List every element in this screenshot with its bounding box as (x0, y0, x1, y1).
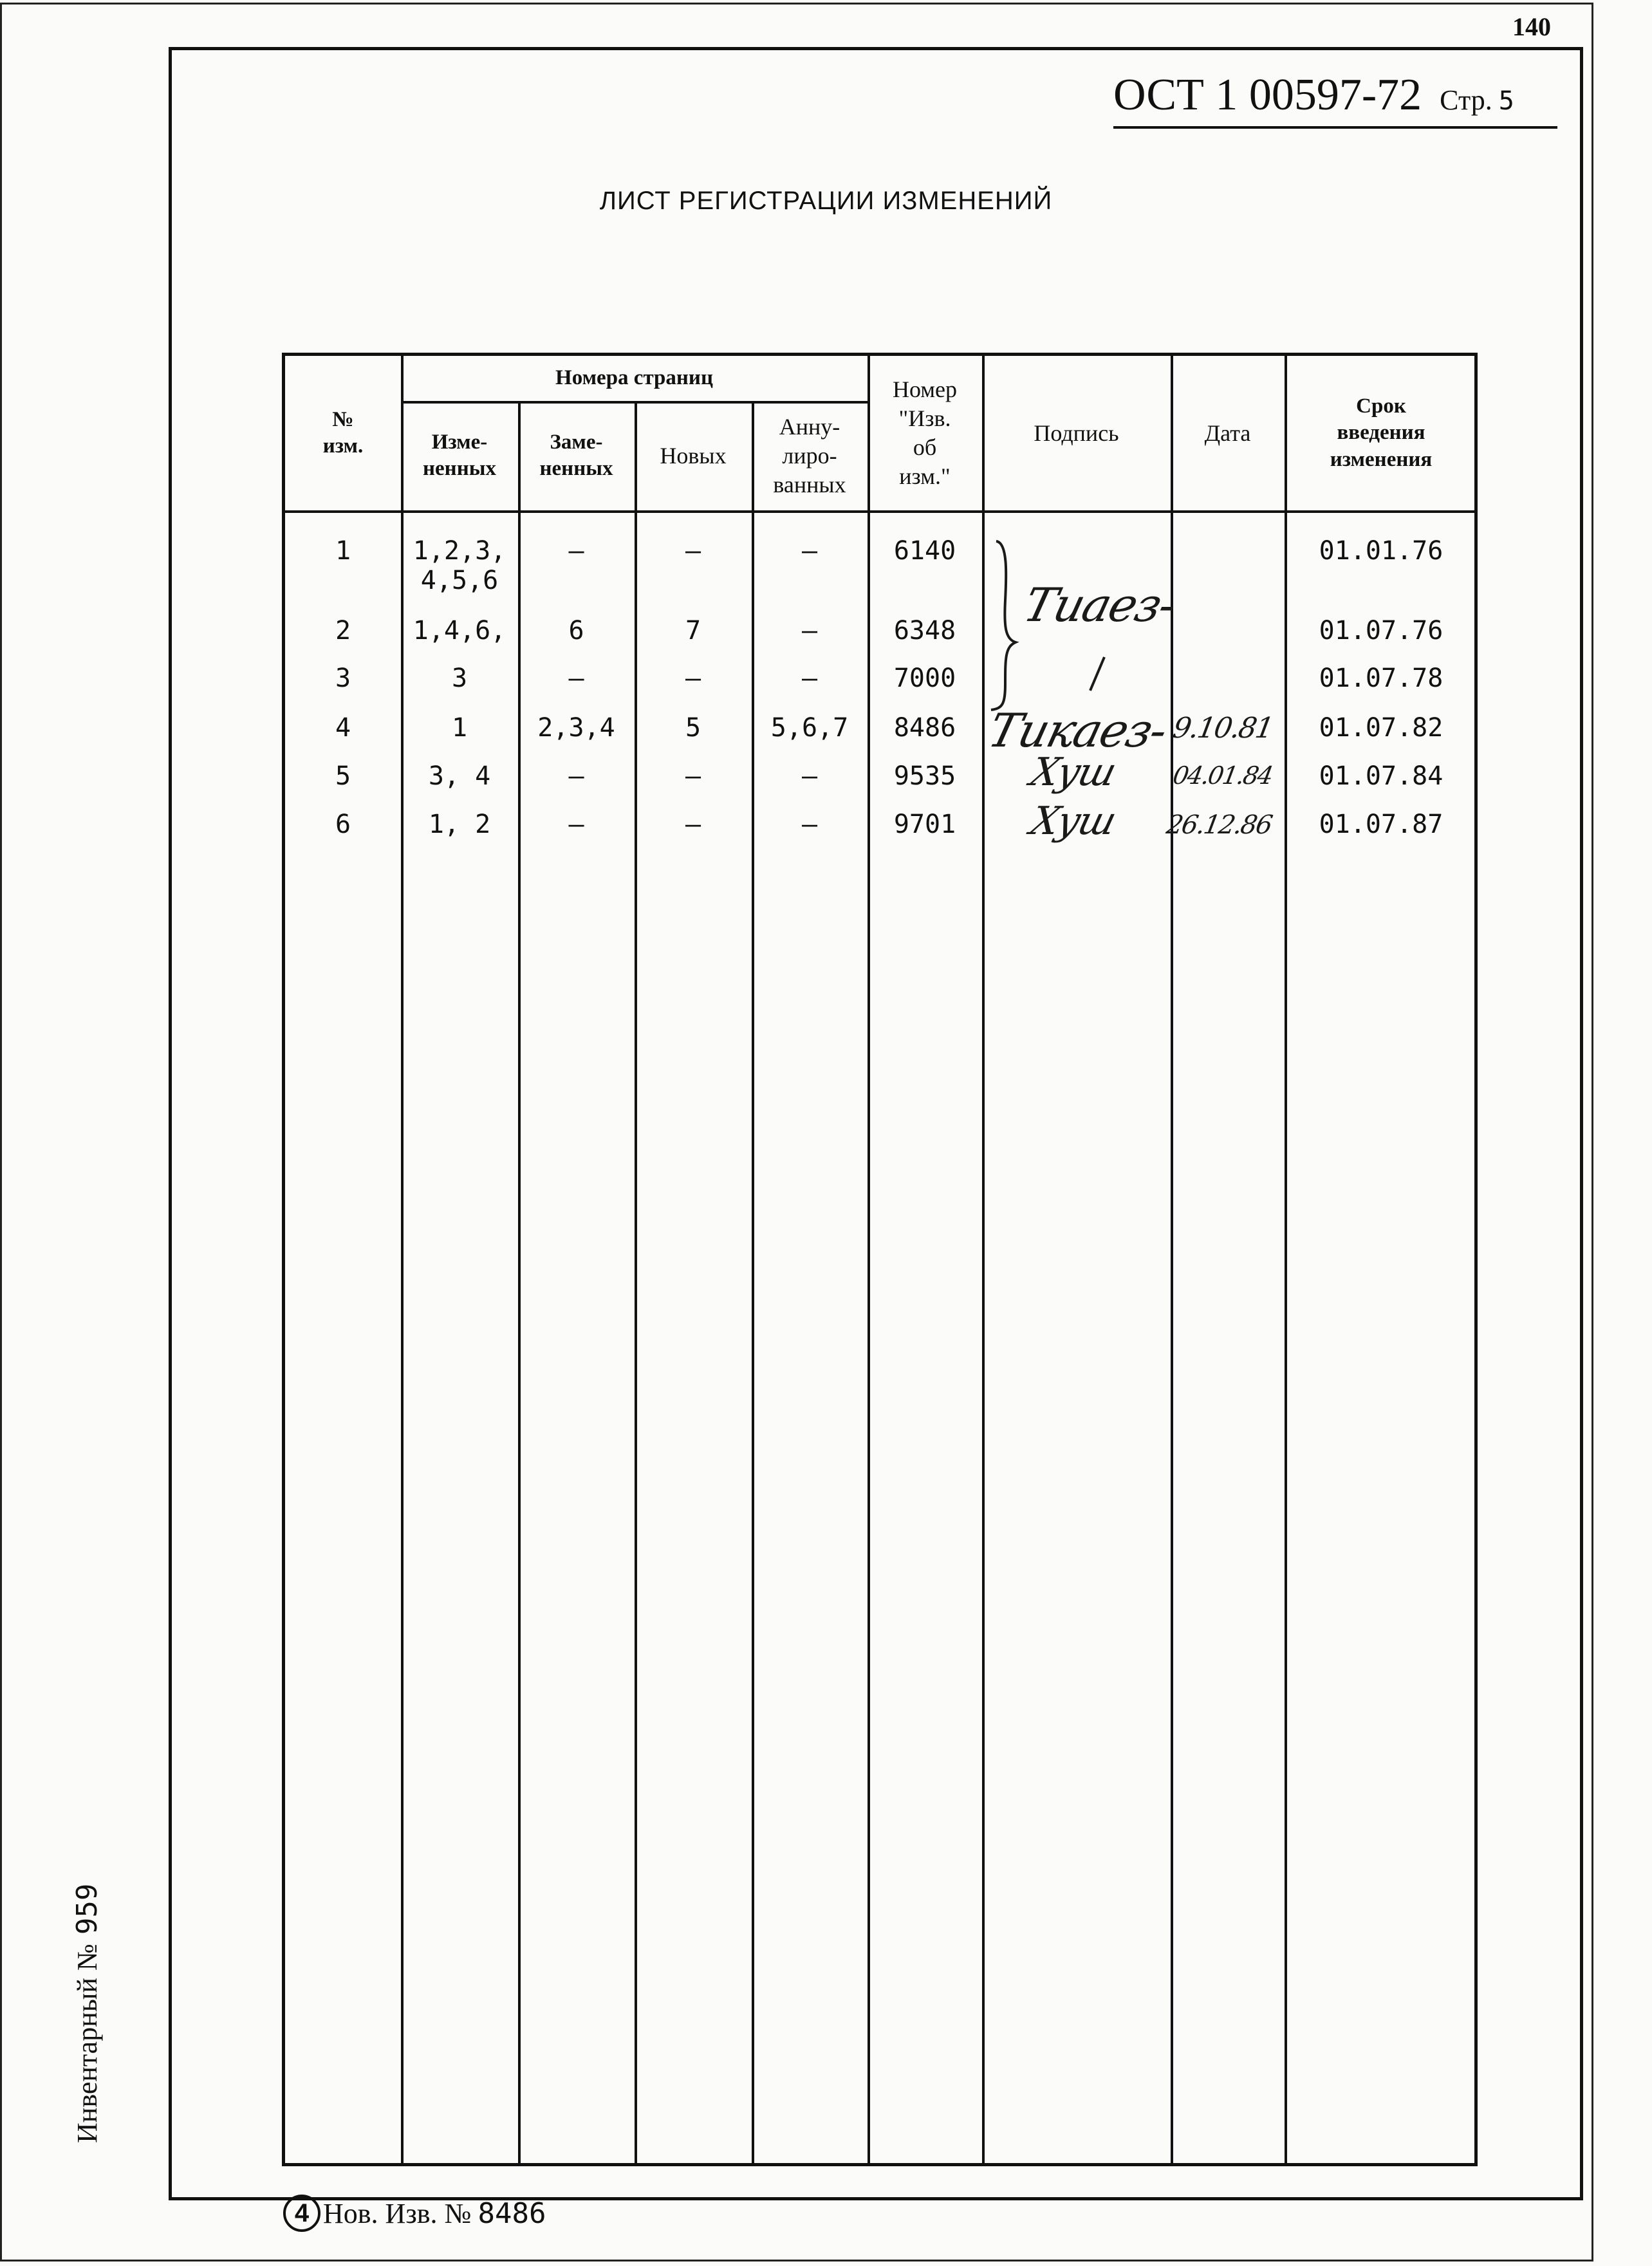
page-number: 140 (1512, 12, 1551, 41)
cell-notice: 8486 (893, 713, 956, 743)
date-row6: 26.12.86 (1164, 810, 1274, 840)
cell-effective: 01.07.82 (1319, 713, 1443, 743)
header-signature: Подпись (1034, 420, 1119, 446)
cell-notice: 7000 (893, 664, 956, 693)
cell-new: 5 (685, 713, 701, 743)
header-replaced: Заме- ненных (539, 430, 613, 480)
cell-annulled: – (801, 536, 818, 566)
cell-new: – (685, 536, 701, 566)
inventory-value: 959 (71, 1883, 104, 1935)
notice-label: Нов. Изв. № (323, 2197, 472, 2229)
cell-replaced: – (568, 810, 584, 839)
date-row4: 9.10.81 (1170, 712, 1276, 745)
cell-annulled: – (801, 664, 818, 693)
cell-new: – (685, 810, 701, 839)
cell-annulled: – (801, 616, 818, 645)
cell-no: 6 (335, 810, 351, 839)
cell-notice: 6140 (893, 536, 956, 566)
cell-new: – (685, 761, 701, 791)
cell-annulled: 5,6,7 (770, 713, 849, 743)
cell-no: 1 (335, 536, 351, 566)
header-divider (285, 510, 1474, 513)
col-divider (1171, 356, 1173, 2163)
cell-effective: 01.07.76 (1319, 616, 1443, 645)
notice-number: 8486 (478, 2196, 546, 2230)
cell-notice: 9701 (893, 810, 956, 839)
page-label: Стр. (1440, 84, 1492, 116)
inventory-label: Инвентарный № (71, 1944, 103, 2143)
notice-footer (283, 2195, 546, 2232)
cell-replaced: – (568, 761, 584, 791)
cell-annulled: – (801, 810, 818, 839)
document-code (1113, 70, 1557, 129)
cell-no: 4 (335, 713, 351, 743)
cell-no: 3 (335, 664, 351, 693)
cell-no: 2 (335, 616, 351, 645)
header-changed: Изме- ненных (423, 430, 496, 480)
header-effective: Срок введения изменения (1330, 395, 1433, 471)
cell-annulled: – (801, 761, 818, 791)
col-divider (752, 510, 754, 2163)
signature-row5: Хуш (1026, 750, 1120, 795)
page-no: 5 (1498, 86, 1514, 116)
date-row5: 04.01.84 (1171, 761, 1275, 790)
cell-changed: 1 (451, 713, 468, 743)
cell-no: 5 (335, 761, 351, 791)
cell-changed: 1, 2 (428, 810, 491, 839)
cell-new: 7 (685, 616, 701, 645)
cell-effective: 01.07.87 (1319, 810, 1443, 839)
cell-replaced: – (568, 536, 584, 566)
signature-group-1-3: Тиаез- (1018, 578, 1182, 632)
cell-effective: 01.07.78 (1319, 664, 1443, 693)
cell-replaced: – (568, 664, 584, 693)
cell-replaced: 6 (568, 616, 584, 645)
change-registration-table (282, 353, 1478, 2166)
header-page-numbers: Номера страниц (555, 366, 713, 390)
sheet-title: ЛИСТ РЕГИСТРАЦИИ ИЗМЕНЕНИЙ (599, 187, 1053, 215)
signature-row4: Тикаез- (983, 703, 1173, 757)
standard-code: ОСТ 1 00597-72 (1113, 70, 1422, 120)
cell-changed: 1,4,6, (413, 616, 506, 645)
header-annulled: Анну- лиро- ванных (773, 413, 846, 497)
cell-changed: 3, 4 (428, 761, 491, 791)
cell-effective: 01.07.84 (1319, 761, 1443, 791)
cell-changed: 1,2,3, 4,5,6 (413, 536, 506, 595)
header-new: Новых (660, 442, 727, 469)
col-divider (518, 510, 521, 2163)
cell-effective: 01.01.76 (1319, 536, 1443, 566)
header-date: Дата (1204, 420, 1251, 446)
cell-changed: 3 (451, 664, 468, 693)
cell-notice: 9535 (893, 761, 956, 791)
inventory-number (71, 1884, 104, 2143)
col-divider (635, 510, 637, 2163)
cell-replaced: 2,3,4 (537, 713, 615, 743)
signature-row6: Хуш (1026, 799, 1120, 844)
cell-notice: 6348 (893, 616, 956, 645)
revision-circle: 4 (283, 2195, 320, 2232)
header-change-no: № изм. (322, 407, 364, 458)
header-notice-no: Номер "Изв. об изм." (892, 376, 958, 489)
cell-new: – (685, 664, 701, 693)
